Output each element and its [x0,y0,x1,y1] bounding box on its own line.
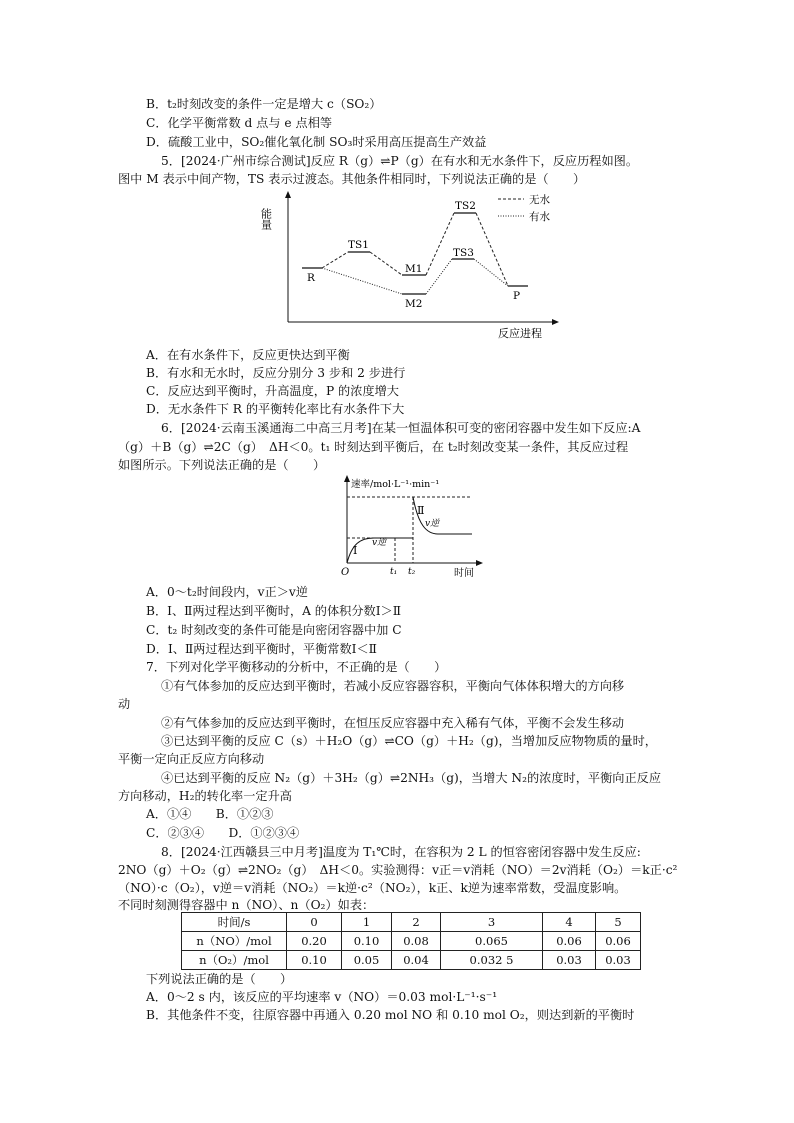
table-header-cell: 2 [392,913,441,932]
x-axis-arrow [552,319,559,325]
q8-question: 下列说法正确的是（ ） [146,972,293,986]
table-cell: n（O₂）/mol [182,951,287,970]
q6-stem-line-1: 6．[2024·云南玉溪通海二中高三月考]在某一恒温体积可变的密闭容器中发生如下反应:A [161,421,641,435]
table-header-row [182,913,641,932]
table-cell: 0.10 [342,932,392,951]
v-forward-label: v逆 [372,538,387,548]
q8-data-table [181,912,641,970]
q6-option-a: A．0～t₂时间段内，v正＞v逆 [146,585,308,599]
q5-option-a: A．在有水条件下，反应更快达到平衡 [146,348,350,362]
q5-stem-line-1: 5．[2024·广州市综合测试]反应 R（g）⇌P（g）在有水和无水条件下，反应历程如图。 [161,154,639,168]
label-p: P [513,290,521,302]
table-cell: 0.20 [287,932,342,951]
label-r: R [307,272,315,284]
q6-stem-line-3: 如图所示。下列说法正确的是（ ） [118,458,326,472]
table-row [182,932,641,951]
table-header-cell: 3 [441,913,543,932]
q5-energy-diagram [259,188,562,340]
q7-options-ab: A．①④ B．①②③ [146,807,274,821]
q5-option-d: D．无水条件下 R 的平衡转化率比有水条件下大 [146,402,405,416]
table-cell: n（NO）/mol [182,932,287,951]
q5-stem-line-2: 图中 M 表示中间产物，TS 表示过渡态。其他条件相同时，下列说法正确的是（ ） [118,172,586,186]
table-cell: 0.05 [342,951,392,970]
v-reverse-label: v逆 [425,519,440,529]
table-header-cell: 1 [342,913,392,932]
q7-statement-1-cont: 动 [118,697,131,711]
table-cell: 0.065 [441,932,543,951]
x-axis-arrow [476,560,483,566]
q6-option-c: C．t₂ 时刻改变的条件可能是向密闭容器中加 C [146,623,402,637]
region-1-label: Ⅰ [353,544,358,557]
label-m1: M1 [405,263,423,275]
q5-option-b: B．有水和无水时，反应分别分 3 步和 2 步进行 [146,366,406,380]
label-m2: M2 [405,298,423,310]
q8-stem-line-2: 2NO（g）＋O₂（g）⇌2NO₂（g） ΔH＜0。实验测得：v正＝v消耗（NO）＝2v消耗（O₂）＝k正·c² [118,863,678,877]
q4-option-c: C．化学平衡常数 d 点与 e 点相等 [146,116,333,130]
q7-statement-1: ①有气体参加的反应达到平衡时，若减小反应容器容积，平衡向气体体积增大的方向移 [161,679,625,693]
q5-option-c: C．反应达到平衡时，升高温度，P 的浓度增大 [146,384,399,398]
time-axis-label: 时间 [454,568,474,579]
table-cell: 0.032 5 [441,951,543,970]
q7-statement-3-cont: 平衡一定向正反应方向移动 [118,752,265,766]
table-cell: 0.10 [287,951,342,970]
label-ts2: TS2 [455,200,476,212]
table-header-cell: 4 [543,913,596,932]
q7-stem: 7．下列对化学平衡移动的分析中，不正确的是（ ） [146,660,447,674]
table-header-cell: 0 [287,913,342,932]
q7-statement-3: ③已达到平衡的反应 C（s）＋H₂O（g）⇌CO（g）＋H₂（g)，当增加反应物物质的量时， [161,734,657,748]
legend-dry: 无水 [529,194,550,206]
q8-stem-line-3: （NO）·c（O₂），v逆＝v消耗（NO₂）＝k逆·c²（NO₂），k正、k逆为速率常数，受温度影响。 [118,881,627,895]
t1-label: t₁ [390,567,398,577]
table-cell: 0.08 [392,932,441,951]
q8-stem-line-4: 不同时刻测得容器中 n（NO）、n（O₂）如表： [118,898,375,912]
q4-option-d: D．硫酸工业中，SO₂催化氧化制 SO₃时采用高压提高生产效益 [146,135,487,149]
region-2-label: Ⅱ [417,504,425,517]
legend-wet: 有水 [529,211,550,223]
energy-axis-label: 能量 [259,208,273,230]
q7-statement-4: ④已达到平衡的反应 N₂（g）＋3H₂（g）⇌2NH₃（g)，当增大 N₂的浓度时，平衡向正反应 [161,771,662,785]
q7-options-cd: C．②③④ D．①②③④ [146,826,300,840]
origin-label: O [341,567,350,578]
table-cell: 0.06 [543,932,596,951]
y-axis-arrow [285,191,291,198]
label-ts3: TS3 [453,247,474,259]
q7-statement-4-cont: 方向移动，H₂的转化率一定升高 [118,789,292,803]
rate-axis-label: 速率/mol·L⁻¹·min⁻¹ [351,479,440,490]
table-header-cell: 5 [596,913,641,932]
q6-stem-line-2: （g）＋B（g）⇌2C（g） ΔH＜0。t₁ 时刻达到平衡后，在 t₂时刻改变某一条件，其反应过程 [118,440,629,454]
reaction-progress-label: 反应进程 [498,327,542,340]
q8-option-b: B．其他条件不变，往原容器中再通入 0.20 mol NO 和 0.10 mol O₂，则达到新的平衡时 [146,1008,635,1022]
table-cell: 0.03 [596,951,641,970]
q4-option-b: B．t₂时刻改变的条件一定是增大 c（SO₂） [146,97,382,111]
table-header-cell: 时间/s [182,913,287,932]
label-ts1: TS1 [348,239,369,251]
table-cell: 0.03 [543,951,596,970]
table-row [182,951,641,970]
table-cell: 0.04 [392,951,441,970]
y-axis-arrow [344,475,350,482]
q6-option-d: D．Ⅰ、Ⅱ两过程达到平衡时，平衡常数Ⅰ＜Ⅱ [146,642,377,656]
q8-option-a: A．0～2 s 内，该反应的平均速率 v（NO）＝0.03 mol·L⁻¹·s⁻¹ [146,990,498,1004]
t2-label: t₂ [408,567,416,577]
q6-option-b: B．Ⅰ、Ⅱ两过程达到平衡时，A 的体积分数Ⅰ＞Ⅱ [146,604,402,618]
q8-stem-line-1: 8．[2024·江西赣县三中月考]温度为 T₁℃时，在容积为 2 L 的恒容密闭容器中发生反应: [161,845,641,859]
table-cell: 0.06 [596,932,641,951]
q6-rate-diagram [338,474,488,582]
q7-statement-2: ②有气体参加的反应达到平衡时，在恒压反应容器中充入稀有气体，平衡不会发生移动 [161,716,625,730]
